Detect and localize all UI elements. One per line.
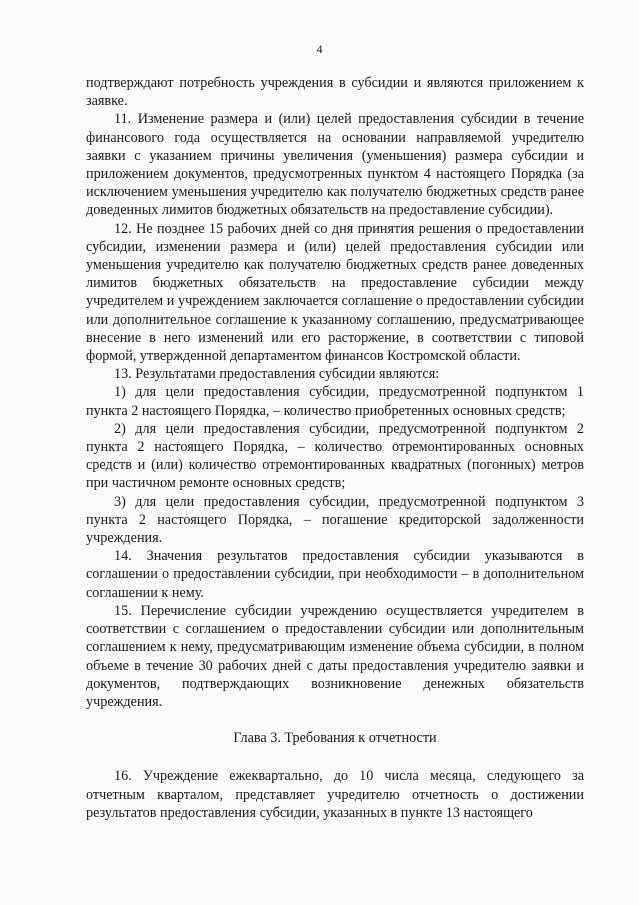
paragraph-14: 14. Значения результатов предоставления субсидии указываются в соглашении о предоставлении субсидии, при необходимости – в дополнительном соглашении к нему. (86, 548, 584, 601)
paragraph-15: 15. Перечисление субсидии учреждению осуществляется учредителем в соответствии с соглашением о предоставлении субсидии или дополнительным соглашением к нему, предусматривающим изменение объема субсидии, в полном объеме в течение 30 рабочих дней с даты предоставления учредителю заявки и документов, подтверждающих возникновение денежных обязательств учреждения. (86, 602, 584, 710)
paragraph-16: 16. Учреждение ежеквартально, до 10 числа месяца, следующего за отчетным кварталом, представляет учредителю отчетность о достижении результатов предоставления субсидии, указанных в пункте 13 настоящего (86, 768, 584, 821)
paragraph-continuation: подтверждают потребность учреждения в субсидии и являются приложением к заявке. (86, 75, 584, 110)
paragraph-13-item-2: 2) для цели предоставления субсидии, предусмотренной подпунктом 2 пункта 2 настоящего Порядка, – количество отремонтированных основных средств и (или) количество отремонтированных квадратных (погонных) метров при частичном ремонте основных средств; (86, 420, 584, 492)
paragraph-13-item-3: 3) для цели предоставления субсидии, предусмотренной подпунктом 3 пункта 2 настоящего Порядка, – погашение кредиторской задолженности учреждения. (86, 493, 584, 547)
document-body (86, 74, 584, 822)
paragraph-13: 13. Результатами предоставления субсидии являются: (114, 366, 440, 383)
chapter-heading: Глава 3. Требования к отчетности (233, 730, 437, 747)
page-number: 4 (316, 42, 323, 56)
paragraph-11: 11. Изменение размера и (или) целей предоставления субсидии в течение финансового года осуществляется на основании направляемой учредителю заявки с указанием причины увеличения (уменьшения) размера субсидии и приложением документов, предусмотренных пунктом 4 настоящего Порядка (за исключением уменьшения учредителю как получателю бюджетных средств ранее доведенных лимитов бюджетных обязательств на предоставление субсидии). (86, 111, 584, 219)
paragraph-13-item-1: 1) для цели предоставления субсидии, предусмотренной подпунктом 1 пункта 2 настоящего Порядка, – количество приобретенных основных средств; (86, 384, 584, 419)
paragraph-12: 12. Не позднее 15 рабочих дней со дня принятия решения о предоставлении субсидии, изменении размера и (или) целей предоставления субсидии или уменьшения учредителю как получателю бюджетных средств ранее доведенных лимитов бюджетных обязательств на предоставление субсидии между учредителем и учреждением заключается соглашение о предоставлении субсидии или дополнительное соглашение к указанному соглашению, предусматривающее внесение в него изменений или его расторжение, в соответствии с типовой формой, утвержденной департаментом финансов Костромской области. (86, 220, 584, 365)
